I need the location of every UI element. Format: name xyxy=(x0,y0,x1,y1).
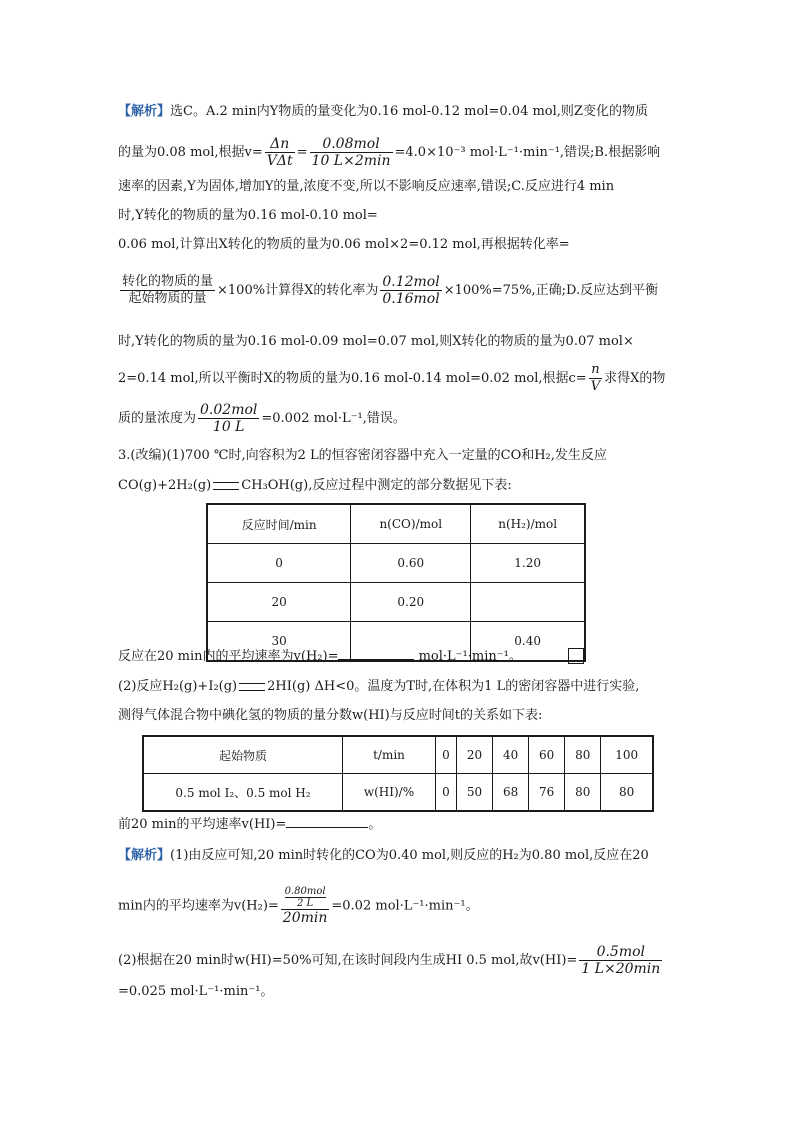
table-header: t/min xyxy=(343,736,436,774)
analysis1-line5: 0.06 mol,计算出X转化的物质的量为0.06 mol×2=0.12 mol,再根据转化率= xyxy=(118,237,570,252)
analysis2-line3: (2)根据在20 min时w(HI)=50%可知,在该时间段内生成HI 0.5 mol,故v(HI)= $\frac{\text{0.5mol}}{1 L\times 20\min}$ xyxy=(118,944,661,977)
fraction-c: $\frac{n}{V}$ xyxy=(590,362,601,394)
fraction-delta-n: $\frac{\Delta n}{\text{VΔt}}$ xyxy=(266,136,293,169)
question3-line4: (2)反应H₂(g)+I₂(g) 2HI(g) ΔH<0。温度为T时,在体积为1 L的密闭容器中进行实验, xyxy=(118,679,640,694)
analysis1-line2: 的量为0.08 mol,根据v= $\frac{\Delta n}{\text{VΔt}}$ = $\frac{\text{0.08mol}}{10 L\times 2\min}$ =4.0×10⁻³ mol·L⁻¹·min⁻¹,错误;B.根据影响 xyxy=(118,136,661,169)
question3-line2: CO(g)+2H₂(g) CH₃OH(g),反应过程中测定的部分数据见下表: xyxy=(118,478,512,493)
table-row: 30 0.40 xyxy=(207,622,585,662)
fraction-conversion: $\frac{\text{转化的物质的量}}{\text{起始物质的量}}$ xyxy=(122,274,214,306)
analysis1-line1: 【解析】选C。A.2 min内Y物质的量变化为0.16 mol-0.12 mol=0.04 mol,则Z变化的物质 xyxy=(118,104,648,119)
answer-checkbox[interactable] xyxy=(568,648,584,664)
fraction-x-conversion: $\frac{\text{0.12mol}}{\text{0.16mol}}$ xyxy=(382,274,440,307)
question3-line3: 反应在20 min内的平均速率为v(H₂)= mol·L⁻¹·min⁻¹。 xyxy=(118,649,522,664)
table-header: 反应时间/min xyxy=(207,504,351,544)
question3-line6: 前20 min的平均速率v(HI)= 。 xyxy=(118,817,382,832)
analysis2-line4: =0.025 mol·L⁻¹·min⁻¹。 xyxy=(118,984,274,999)
table-row: 20 0.20 xyxy=(207,583,585,622)
equilibrium-arrow xyxy=(213,482,239,490)
data-table-co-h2 xyxy=(206,503,586,662)
fraction-hi-rate: $\frac{\text{0.5mol}}{1 L\times 20\min}$ xyxy=(581,944,661,977)
equilibrium-arrow xyxy=(239,683,265,691)
table-row: 起始物质 t/min 0 20 40 60 80 100 xyxy=(143,736,653,774)
table-header: n(H₂)/mol xyxy=(471,504,585,544)
answer-blank[interactable] xyxy=(338,647,414,660)
question3-line1: 3.(改编)(1)700 ℃时,向容积为2 L的恒容密闭容器中充入一定量的CO和H₂,发生反应 xyxy=(118,448,607,463)
analysis2-line1: 【解析】(1)由反应可知,20 min时转化的CO为0.40 mol,则反应的H₂为0.80 mol,反应在20 xyxy=(118,848,649,863)
analysis1-line7: 时,Y转化的物质的量为0.16 mol-0.09 mol=0.07 mol,则X转化的物质的量为0.07 mol× xyxy=(118,334,634,349)
analysis-tag: 【解析】 xyxy=(118,848,171,863)
table-row: 0 0.60 1.20 xyxy=(207,544,585,583)
table-header: n(CO)/mol xyxy=(351,504,471,544)
analysis-tag: 【解析】 xyxy=(118,104,171,119)
analysis1-line4: 时,Y转化的物质的量为0.16 mol-0.10 mol= xyxy=(118,208,378,223)
table-header: 起始物质 xyxy=(143,736,343,774)
analysis1-line3: 速率的因素,Y为固体,增加Y的量,浓度不变,所以不影响反应速率,错误;C.反应进行4 min xyxy=(118,179,615,194)
fraction-rate: $\frac{\text{0.08mol}}{10 L\times 2\min}$ xyxy=(311,136,391,169)
data-table-hi xyxy=(142,735,654,812)
analysis1-line9: 质的量浓度为 $\frac{\text{0.02mol}}{10 L}$ =0.002 mol·L⁻¹,错误。 xyxy=(118,402,406,435)
table-row xyxy=(207,504,585,544)
analysis1-line6: $\frac{\text{转化的物质的量}}{\text{起始物质的量}}$ ×100%计算得X的转化率为 $\frac{\text{0.12mol}}{\text{0.16mol}}$ ×100%=75%,正确;D.反应达到平衡 xyxy=(122,274,659,307)
analysis2-line2: min内的平均速率为v(H₂)= 0.80mol 2 L 20min =0.02 mol·L⁻¹·min⁻¹。 xyxy=(118,886,479,926)
fraction-h2-rate: 0.80mol 2 L 20min xyxy=(282,886,328,926)
answer-blank[interactable] xyxy=(286,815,368,828)
question3-line5: 测得气体混合物中碘化氢的物质的量分数w(HI)与反应时间t的关系如下表: xyxy=(118,708,543,723)
fraction-concentration: $\frac{\text{0.02mol}}{10 L}$ xyxy=(200,402,258,435)
analysis1-line8: 2=0.14 mol,所以平衡时X的物质的量为0.16 mol-0.14 mol=0.02 mol,根据c= $\frac{n}{V}$ 求得X的物 xyxy=(118,362,666,394)
table-row: 0.5 mol I₂、0.5 mol H₂ w(HI)/% 0 50 68 76 80 80 xyxy=(143,774,653,812)
